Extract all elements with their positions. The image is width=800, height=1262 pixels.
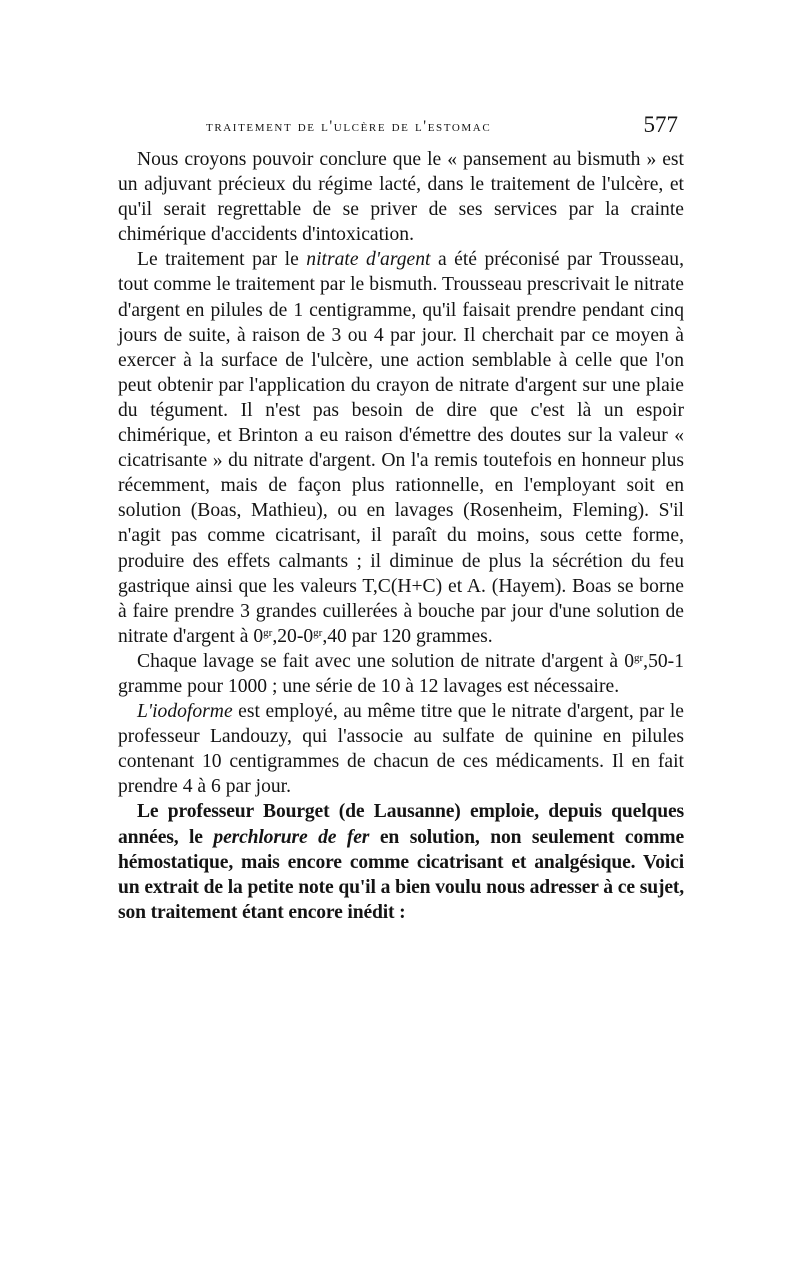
text-run: Chaque lavage se fait avec une solution de nitrate d'argent à 0 [137,650,634,672]
text-run: en solution, non seulement comme hémostatique, mais encore comme cicatrisant et analgésique. Voici un extrait de la petite note qu'il a bien voulu nous adresser à ce sujet, son traitement étant encore inédit : [118,826,685,923]
text-run: a été préconisé par Trousseau, tout comme le traitement par le bismuth. Trousseau prescrivait le nitrate d'argent en pilules de 1 centigramme, qu'il faisait prendre pendant cinq jours de suite, à raison de 3 ou 4 par jour. Il cherchait par ce moyen à exercer à la surface de l'ulcère, une action semblable à celle que l'on peut obtenir par l'application du crayon de nitrate d'argent sur une plaie du tégument. Il n'est pas besoin de dire que c'est là un espoir chimérique, et Brinton a eu raison d'émettre des doutes sur la valeur « cicatrisante » du nitrate d'argent. On l'a remis toutefois en honneur plus récemment, mais de façon plus rationnelle, en l'employant soit en solution (Boas, Mathieu), ou en lavages (Rosenheim, Fleming). S'il n'agit pas comme cicatrisant, il paraît du moins, sous cette forme, produire des effets calmants ; il diminue de plus la sécrétion du feu gastrique ainsi que les valeurs T,C(H+C) et A. (Hayem). Boas se borne à faire prendre 3 grandes cuillerées à bouche par jour d'une solution de nitrate d'argent à 0 [118,249,684,647]
unit-superscript: gr [634,651,644,664]
text-run: ,20-0 [272,625,314,647]
term-iodoforme: L'iodoforme [137,701,233,723]
running-title: traitement de l'ulcère de l'estomac [206,118,492,135]
unit-superscript: gr [313,626,323,639]
paragraph-iodoforme [118,699,684,799]
unit-superscript: gr [263,626,273,639]
running-header [118,112,684,144]
text-run: Le traitement par le [137,249,307,271]
text-run: est employé, au même titre que le nitrate d'argent, par le professeur Landouzy, qui l'associe au sulfate de quinine en pilules contenant 10 centigrammes de chacun de ces médicaments. Il en fait prendre 4 à 6 par jour. [118,701,684,798]
body-text [118,147,684,925]
paragraph-lavage [118,649,684,699]
paragraph-nitrate-argent [118,247,684,649]
paragraph-bismuth-conclusion [118,147,684,247]
page-number: 577 [643,112,678,137]
paragraph-perchlorure [118,799,684,924]
text-run: Le professeur Bourget (de Lausanne) emploie, depuis quelques années, le [118,801,684,848]
term-nitrate-argent: nitrate d'argent [306,249,431,271]
paragraph-text: Nous croyons pouvoir conclure que le « pansement au bismuth » est un adjuvant précieux du régime lacté, dans le traitement de l'ulcère, et qu'il serait regrettable de se priver de ses services par la crainte chimérique d'accidents d'intoxication. [118,149,684,246]
term-perchlorure-de-fer: perchlorure de fer [213,826,370,848]
text-run: ,50-1 gramme pour 1000 ; une série de 10 à 12 lavages est nécessaire. [118,650,684,697]
text-run: ,40 par 120 grammes. [322,625,493,647]
